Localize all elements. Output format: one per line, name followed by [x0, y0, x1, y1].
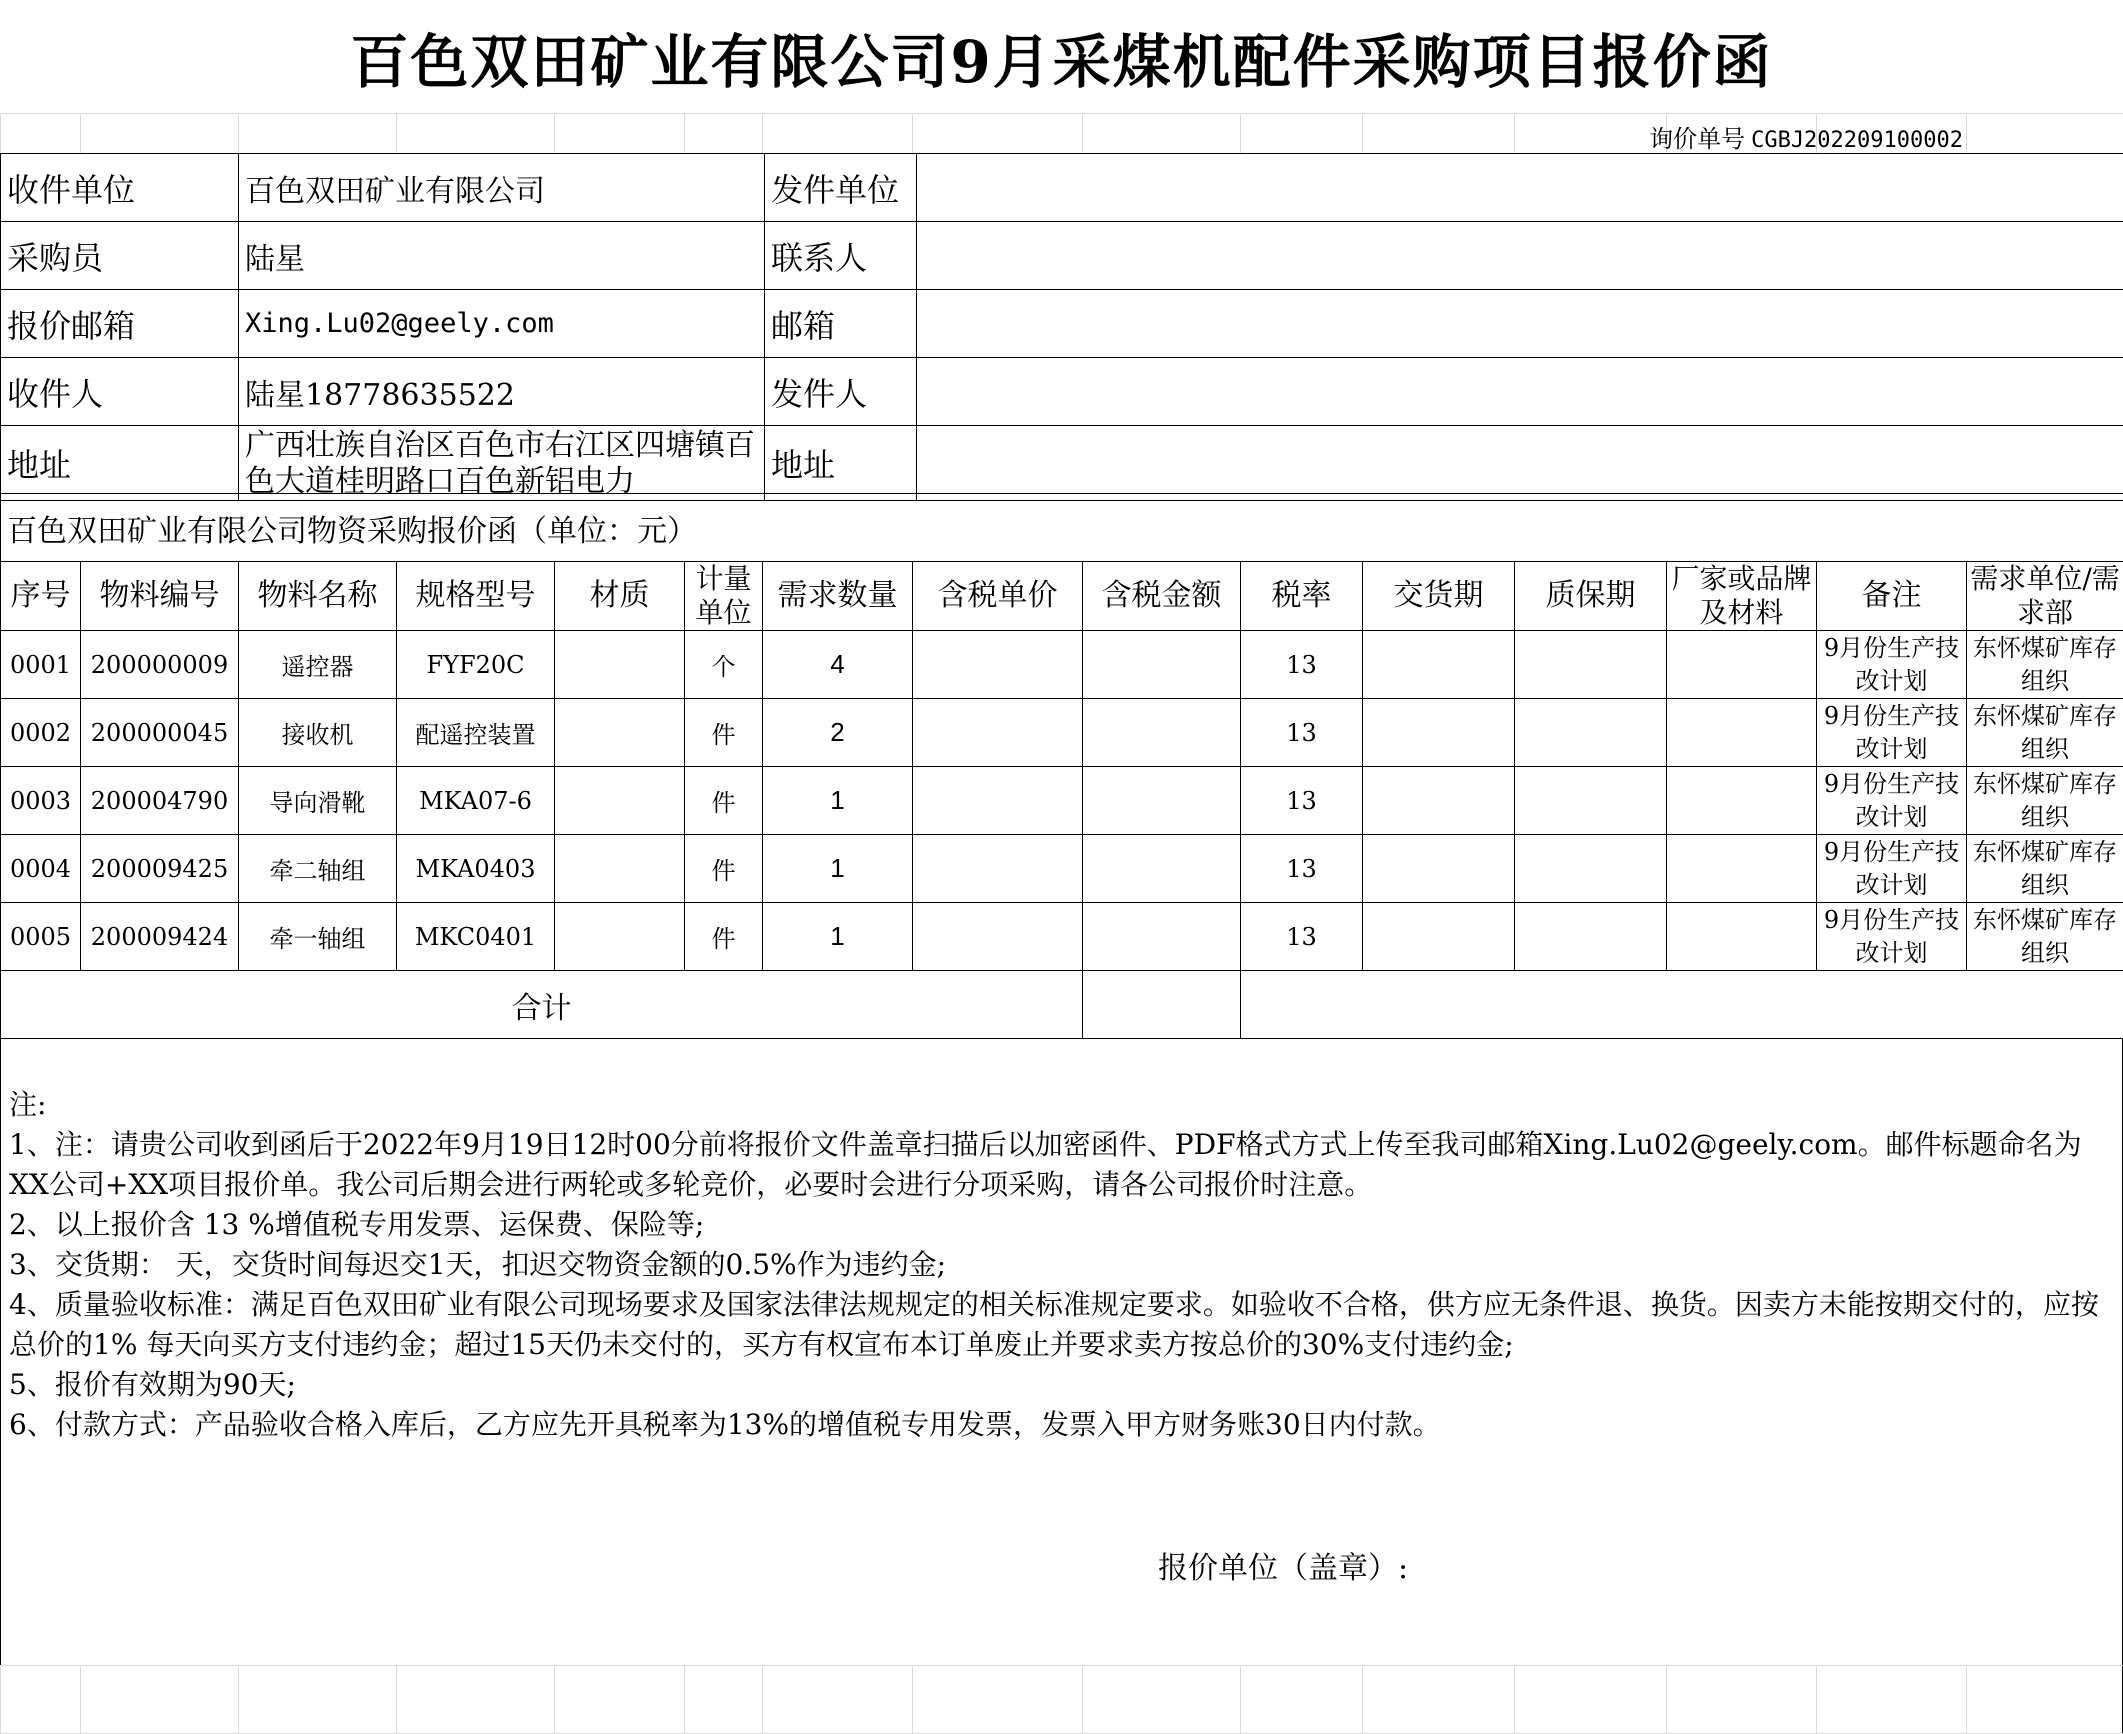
sender-value[interactable]	[917, 358, 2123, 426]
column-header: 交货期	[1363, 562, 1515, 631]
cell-tax[interactable]: 13	[1241, 631, 1363, 699]
cell-qty[interactable]: 2	[763, 699, 913, 767]
quote-email-value[interactable]: Xing.Lu02@geely.com	[239, 290, 765, 358]
cell-remark[interactable]: 9月份生产技改计划	[1817, 767, 1967, 835]
cell-no[interactable]: 0002	[1, 699, 81, 767]
recipient-label: 收件人	[1, 358, 239, 426]
cell-amount[interactable]	[1083, 903, 1241, 971]
cell-warranty[interactable]	[1515, 903, 1667, 971]
cell-remark[interactable]: 9月份生产技改计划	[1817, 699, 1967, 767]
cell-delivery[interactable]	[1363, 767, 1515, 835]
cell-price[interactable]	[913, 903, 1083, 971]
note-item: 2、以上报价含 13 %增值税专用发票、运保费、保险等;	[9, 1205, 2116, 1245]
recipient-value[interactable]: 陆星18778635522	[239, 358, 765, 426]
cell-dept[interactable]: 东怀煤矿库存组织	[1967, 835, 2123, 903]
cell-unit[interactable]: 件	[685, 835, 763, 903]
signature-label: 报价单位（盖章）:	[1158, 1543, 1408, 1587]
cell-amount[interactable]	[1083, 767, 1241, 835]
notes-list	[9, 1125, 2116, 1445]
cell-dept[interactable]: 东怀煤矿库存组织	[1967, 903, 2123, 971]
cell-material[interactable]	[555, 699, 685, 767]
cell-spec[interactable]: 配遥控装置	[397, 699, 555, 767]
column-header: 计量单位	[685, 562, 763, 631]
cell-no[interactable]: 0004	[1, 835, 81, 903]
cell-amount[interactable]	[1083, 699, 1241, 767]
cell-no[interactable]: 0005	[1, 903, 81, 971]
cell-warranty[interactable]	[1515, 767, 1667, 835]
sender-label: 发件人	[765, 358, 917, 426]
send-unit-label: 发件单位	[765, 154, 917, 222]
cell-dept[interactable]: 东怀煤矿库存组织	[1967, 631, 2123, 699]
table-header-row	[1, 562, 2123, 631]
cell-qty[interactable]: 4	[763, 631, 913, 699]
cell-tax[interactable]: 13	[1241, 835, 1363, 903]
cell-price[interactable]	[913, 631, 1083, 699]
section-title: 百色双田矿业有限公司物资采购报价函（单位：元）	[1, 494, 2123, 562]
cell-qty[interactable]: 1	[763, 903, 913, 971]
cell-code[interactable]: 200009425	[81, 835, 239, 903]
notes-section	[0, 1038, 2123, 1733]
address-value[interactable]: 广西壮族自治区百色市右江区四塘镇百色大道桂明路口百色新铝电力	[239, 426, 765, 501]
cell-price[interactable]	[913, 699, 1083, 767]
cell-code[interactable]: 200000045	[81, 699, 239, 767]
note-item: 6、付款方式：产品验收合格入库后，乙方应先开具税率为13%的增值税专用发票，发票入甲方财务账30日内付款。	[9, 1405, 2116, 1445]
column-header: 物料编号	[81, 562, 239, 631]
total-label: 合计	[1, 971, 1083, 1039]
cell-warranty[interactable]	[1515, 835, 1667, 903]
email-label: 邮箱	[765, 290, 917, 358]
cell-brand[interactable]	[1667, 903, 1817, 971]
cell-brand[interactable]	[1667, 767, 1817, 835]
cell-remark[interactable]: 9月份生产技改计划	[1817, 903, 1967, 971]
cell-warranty[interactable]	[1515, 631, 1667, 699]
inquiry-number	[1649, 119, 1963, 154]
cell-material[interactable]	[555, 835, 685, 903]
inquiry-label: 询价单号	[1649, 125, 1745, 153]
cell-dept[interactable]: 东怀煤矿库存组织	[1967, 767, 2123, 835]
table-row	[1, 903, 2123, 971]
email-value[interactable]	[917, 290, 2123, 358]
cell-amount[interactable]	[1083, 631, 1241, 699]
column-header: 备注	[1817, 562, 1967, 631]
table-row	[1, 835, 2123, 903]
cell-name[interactable]: 牵二轴组	[239, 835, 397, 903]
column-header: 材质	[555, 562, 685, 631]
total-amount[interactable]	[1083, 971, 1241, 1039]
buyer-value[interactable]: 陆星	[239, 222, 765, 290]
cell-warranty[interactable]	[1515, 699, 1667, 767]
cell-code[interactable]: 200000009	[81, 631, 239, 699]
contact-value[interactable]	[917, 222, 2123, 290]
cell-name[interactable]: 接收机	[239, 699, 397, 767]
cell-name[interactable]: 导向滑靴	[239, 767, 397, 835]
cell-price[interactable]	[913, 767, 1083, 835]
cell-qty[interactable]: 1	[763, 767, 913, 835]
cell-material[interactable]	[555, 767, 685, 835]
table-row	[1, 631, 2123, 699]
column-header: 含税单价	[913, 562, 1083, 631]
total-filler	[1241, 971, 2123, 1039]
page-title: 百色双田矿业有限公司9月采煤机配件采购项目报价函	[0, 0, 2123, 113]
recv-unit-value[interactable]: 百色双田矿业有限公司	[239, 154, 765, 222]
cell-unit[interactable]: 件	[685, 699, 763, 767]
cell-tax[interactable]: 13	[1241, 767, 1363, 835]
cell-unit[interactable]: 件	[685, 767, 763, 835]
address2-label: 地址	[765, 426, 917, 501]
note-item: 3、交货期： 天，交货时间每迟交1天，扣迟交物资金额的0.5%作为违约金;	[9, 1245, 2116, 1285]
info-table	[0, 153, 2123, 501]
column-header: 需求单位/需求部	[1967, 562, 2123, 631]
cell-spec[interactable]: MKC0401	[397, 903, 555, 971]
cell-price[interactable]	[913, 835, 1083, 903]
cell-delivery[interactable]	[1363, 699, 1515, 767]
notes-heading: 注:	[9, 1085, 2116, 1125]
column-header: 需求数量	[763, 562, 913, 631]
cell-material[interactable]	[555, 903, 685, 971]
column-header: 序号	[1, 562, 81, 631]
contact-label: 联系人	[765, 222, 917, 290]
address2-value[interactable]	[917, 426, 2123, 501]
column-header: 规格型号	[397, 562, 555, 631]
cell-remark[interactable]: 9月份生产技改计划	[1817, 835, 1967, 903]
inquiry-code: CGBJ202209100002	[1751, 128, 1963, 153]
bottom-grid-row	[0, 1665, 2123, 1734]
cell-spec[interactable]: MKA0403	[397, 835, 555, 903]
cell-code[interactable]: 200009424	[81, 903, 239, 971]
cell-brand[interactable]	[1667, 699, 1817, 767]
cell-spec[interactable]: MKA07-6	[397, 767, 555, 835]
cell-delivery[interactable]	[1363, 631, 1515, 699]
column-header: 物料名称	[239, 562, 397, 631]
cell-material[interactable]	[555, 631, 685, 699]
cell-name[interactable]: 遥控器	[239, 631, 397, 699]
column-header: 厂家或品牌及材料	[1667, 562, 1817, 631]
items-table	[0, 493, 2123, 1039]
cell-name[interactable]: 牵一轴组	[239, 903, 397, 971]
cell-tax[interactable]: 13	[1241, 699, 1363, 767]
cell-qty[interactable]: 1	[763, 835, 913, 903]
cell-brand[interactable]	[1667, 835, 1817, 903]
cell-unit[interactable]: 个	[685, 631, 763, 699]
cell-no[interactable]: 0003	[1, 767, 81, 835]
cell-dept[interactable]: 东怀煤矿库存组织	[1967, 699, 2123, 767]
quote-email-label: 报价邮箱	[1, 290, 239, 358]
note-item: 1、注：请贵公司收到函后于2022年9月19日12时00分前将报价文件盖章扫描后以加密函件、PDF格式方式上传至我司邮箱Xing.Lu02@geely.com。邮件标题命名为XX公司+XX项目报价单。我公司后期会进行两轮或多轮竞价，必要时会进行分项采购，请各公司报价时注意。	[9, 1125, 2116, 1205]
table-row	[1, 767, 2123, 835]
cell-brand[interactable]	[1667, 631, 1817, 699]
cell-remark[interactable]: 9月份生产技改计划	[1817, 631, 1967, 699]
column-header: 含税金额	[1083, 562, 1241, 631]
buyer-label: 采购员	[1, 222, 239, 290]
cell-no[interactable]: 0001	[1, 631, 81, 699]
note-item: 5、报价有效期为90天;	[9, 1365, 2116, 1405]
cell-tax[interactable]: 13	[1241, 903, 1363, 971]
column-header: 质保期	[1515, 562, 1667, 631]
cell-code[interactable]: 200004790	[81, 767, 239, 835]
note-item: 4、质量验收标准：满足百色双田矿业有限公司现场要求及国家法律法规规定的相关标准规定要求。如验收不合格，供方应无条件退、换货。因卖方未能按期交付的，应按总价的1% 每天向买方支付违约金；超过15天仍未交付的，买方有权宣布本订单废止并要求卖方按总价的30%支付违约金;	[9, 1285, 2116, 1365]
recv-unit-label: 收件单位	[1, 154, 239, 222]
cell-delivery[interactable]	[1363, 903, 1515, 971]
cell-amount[interactable]	[1083, 835, 1241, 903]
column-header: 税率	[1241, 562, 1363, 631]
table-body	[1, 631, 2123, 971]
cell-delivery[interactable]	[1363, 835, 1515, 903]
cell-unit[interactable]: 件	[685, 903, 763, 971]
cell-spec[interactable]: FYF20C	[397, 631, 555, 699]
table-row	[1, 699, 2123, 767]
send-unit-value[interactable]	[917, 154, 2123, 222]
address-label: 地址	[1, 426, 239, 501]
